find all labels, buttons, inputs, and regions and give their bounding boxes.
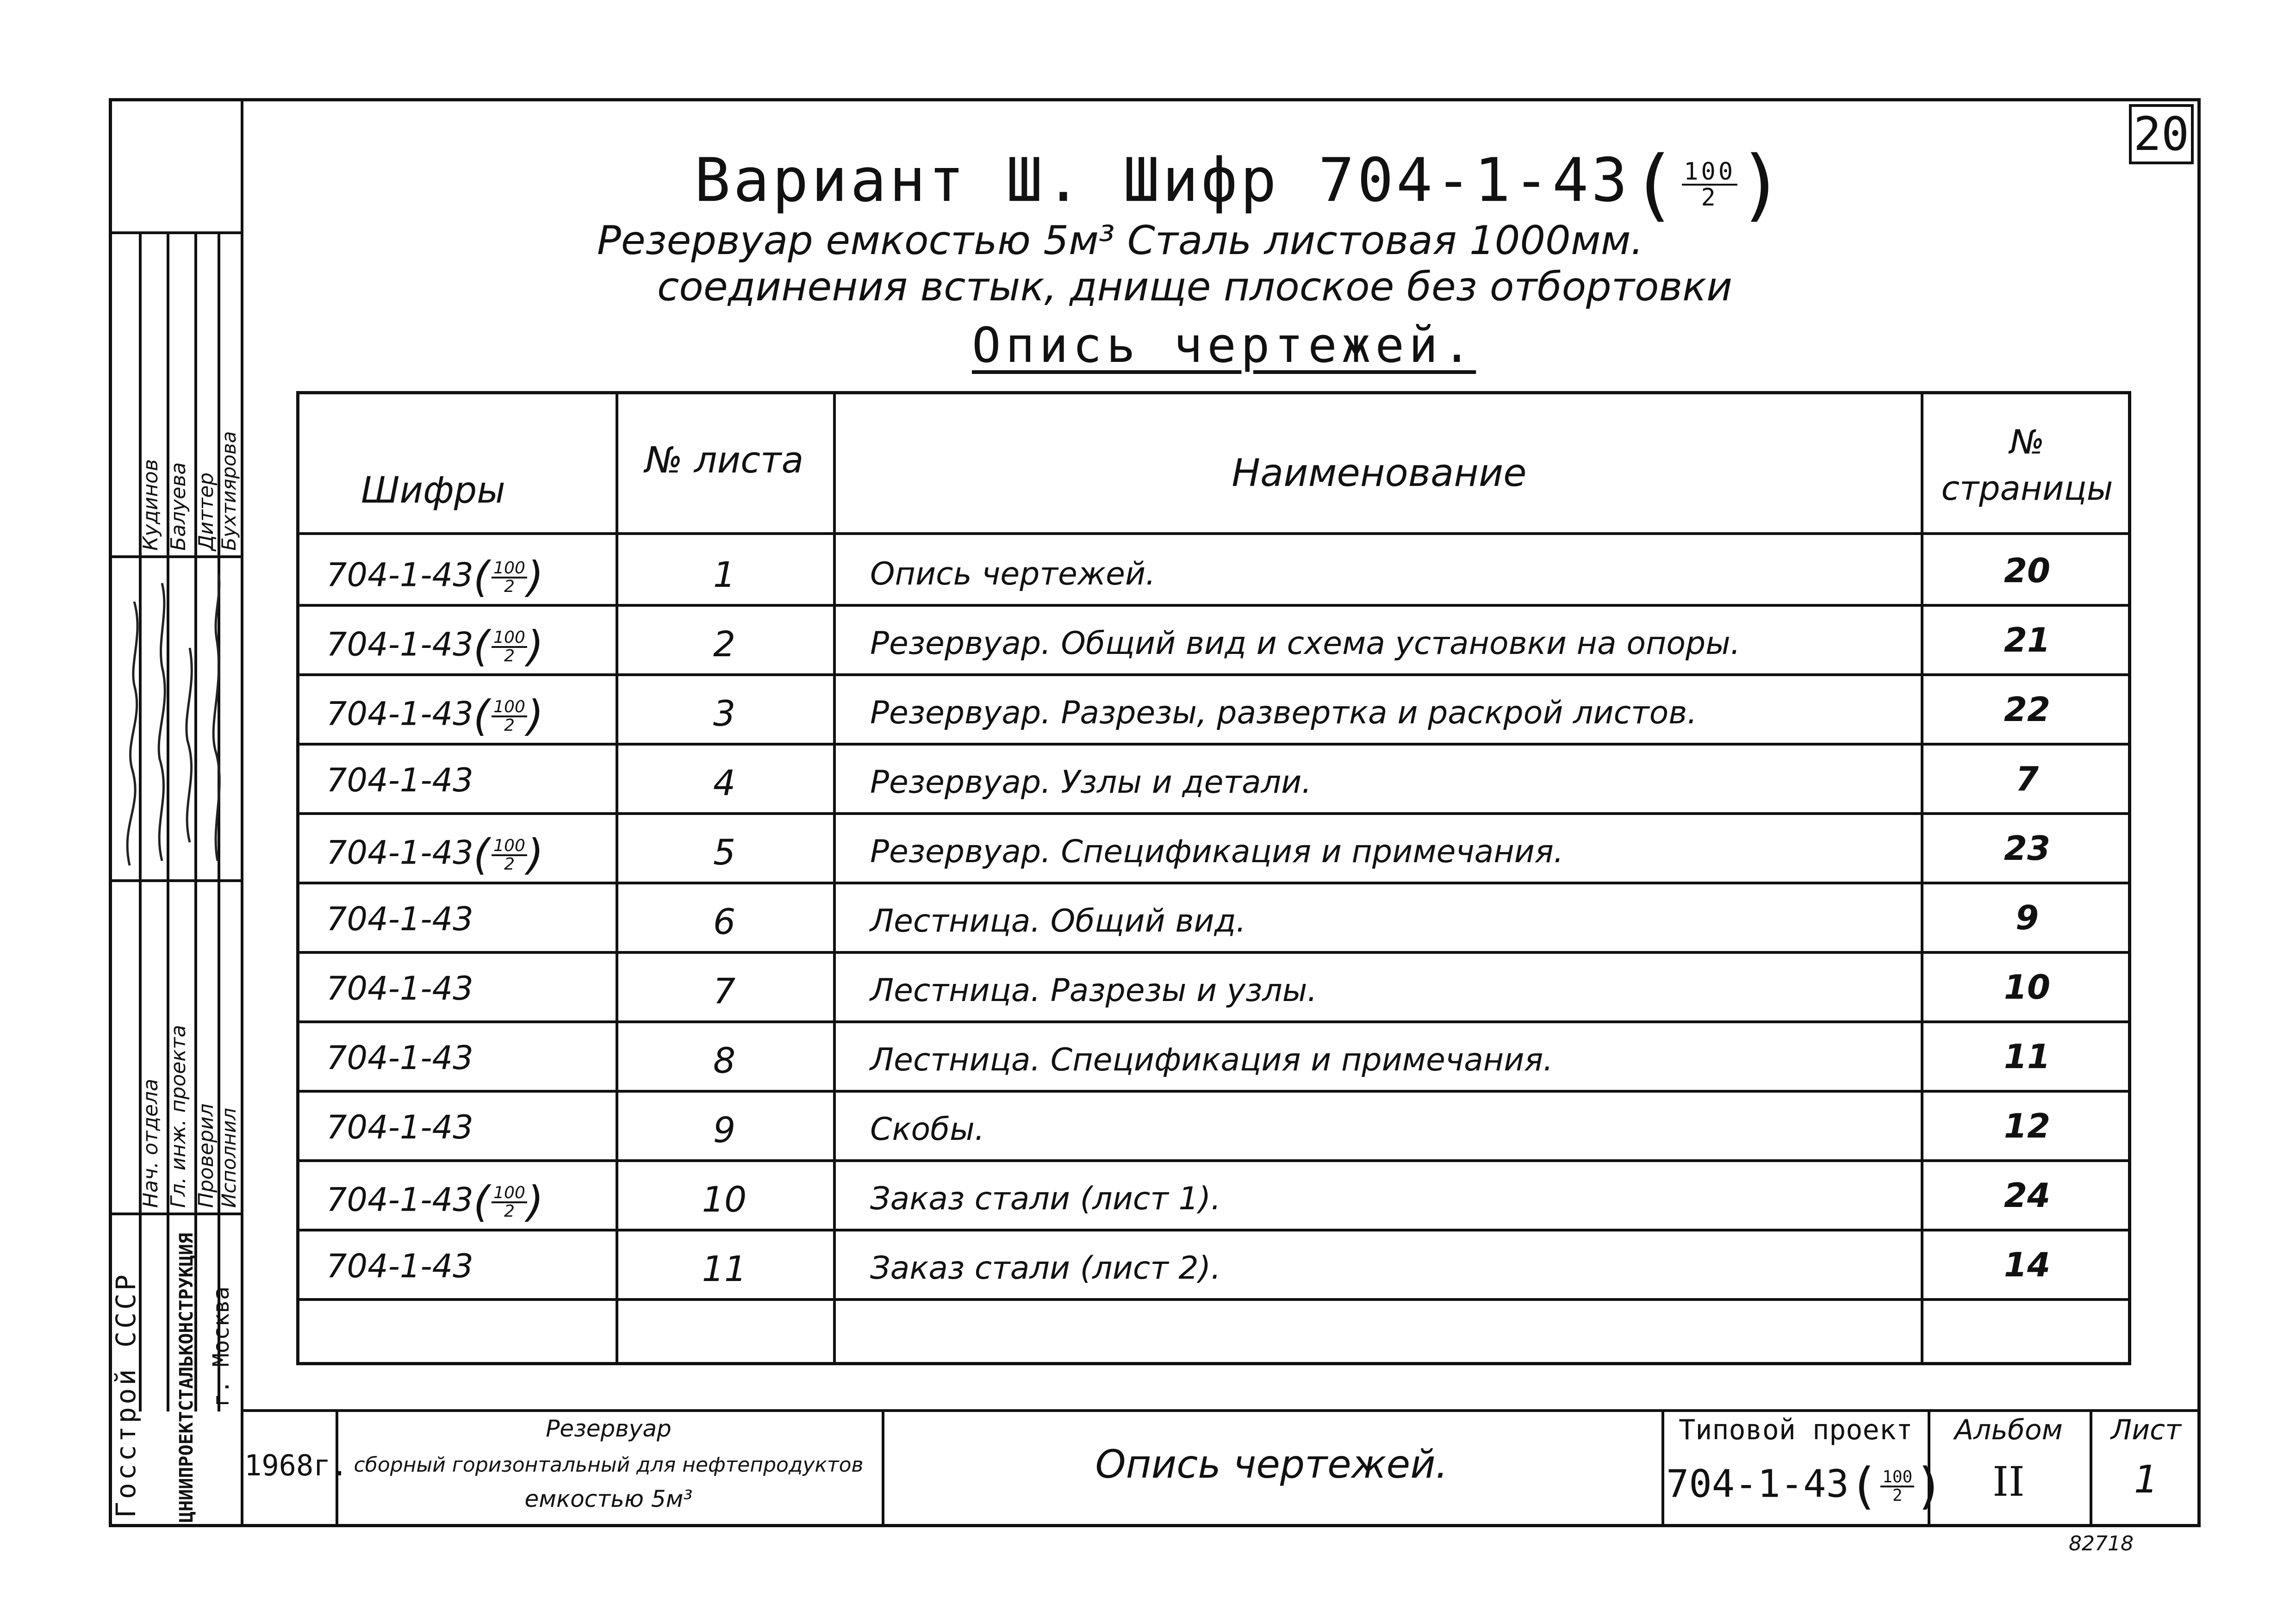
row-line (296, 1159, 2131, 1162)
title-fraction: $\frac{100}{2}$ (1682, 160, 1737, 210)
row-page-number: 20 (2004, 551, 2051, 590)
row-code: 704-1-43( $\frac{100}{2}$ ) (326, 1178, 544, 1226)
row-code: 704-1-43 (326, 970, 473, 1007)
tb-doc-name: Опись чертежей. (1095, 1442, 1448, 1487)
row-name: Резервуар. Общий вид и схема установки на опоры. (870, 625, 1741, 662)
subtitle-line-2: соединения встык, днище плоское без отбортовки (657, 264, 1733, 310)
row-line (296, 812, 2131, 815)
signatures-image (111, 565, 236, 870)
row-sheet-number: 8 (713, 1040, 736, 1081)
row-page-number: 21 (2004, 621, 2051, 659)
row-code-fraction: $\frac{100}{2}$ (492, 629, 527, 665)
row-code: 704-1-43( $\frac{100}{2}$ ) (326, 622, 544, 671)
tb-project-code: 704-1-43( $\frac{100}{2}$ ) (1666, 1458, 1944, 1515)
stamp-role-3: Проверил (194, 1103, 218, 1208)
stamp-role-2: Гл. инж. проекта (167, 1025, 190, 1208)
col-header-page: № страницы (1941, 423, 2113, 508)
row-code-fraction: $\frac{100}{2}$ (492, 699, 527, 734)
tb-sheet-label: Лист (2110, 1414, 2182, 1446)
row-line (296, 743, 2131, 746)
row-name: Резервуар. Разрезы, развертка и раскрой листов. (870, 695, 1697, 731)
col-line-1 (616, 391, 618, 1365)
tb-project-fraction: $\frac{100}{2}$ (1880, 1469, 1914, 1504)
row-sheet-number: 3 (713, 693, 736, 734)
row-page-number: 9 (2015, 898, 2039, 937)
stamp-line (109, 1213, 241, 1215)
row-line (296, 1298, 2131, 1301)
sheet-number: 20 (2133, 107, 2190, 161)
row-name: Лестница. Разрезы и узлы. (870, 972, 1318, 1009)
title-block-top (241, 1409, 2201, 1412)
title-variant: Ш (1006, 145, 1045, 216)
row-sheet-number: 6 (713, 901, 736, 942)
row-code: 704-1-43 (326, 1039, 473, 1077)
left-margin-line (241, 98, 243, 1527)
row-name: Заказ стали (лист 1). (870, 1181, 1221, 1217)
row-sheet-number: 10 (702, 1179, 747, 1220)
drawings-table (296, 391, 2131, 1365)
row-code-fraction: $\frac{100}{2}$ (492, 838, 527, 873)
stamp-line (109, 231, 241, 234)
tb-album-value: II (1992, 1458, 2025, 1505)
tb-object-line-1: Резервуар (546, 1415, 672, 1442)
org-line-2: ЦНИИПРОЕКТСТАЛЬКОНСТРУКЦИЯ (176, 1232, 197, 1523)
row-name: Резервуар. Узлы и детали. (870, 764, 1312, 801)
tb-year: 1968г. (244, 1449, 348, 1482)
footer-number: 82718 (2069, 1532, 2134, 1555)
stamp-line (109, 555, 241, 558)
stamp-line (109, 879, 241, 882)
row-sheet-number: 2 (713, 623, 736, 665)
stamp-role-4: Исполнил (218, 1107, 240, 1208)
stamp-name-3: Диттер (194, 472, 218, 551)
row-name: Скобы. (870, 1111, 985, 1148)
title-cipher-label: Шифр (1123, 145, 1280, 216)
stamp-name-4: Бухтиярова (218, 431, 240, 551)
row-code-fraction: $\frac{100}{2}$ (492, 1185, 527, 1220)
row-code: 704-1-43( $\frac{100}{2}$ ) (326, 831, 544, 879)
row-name: Заказ стали (лист 2). (870, 1250, 1221, 1287)
col-header-name: Наименование (1232, 451, 1527, 495)
row-name: Лестница. Спецификация и примечания. (870, 1042, 1553, 1078)
row-code: 704-1-43 (326, 1247, 473, 1285)
row-sheet-number: 9 (713, 1109, 736, 1150)
stamp-name-2: Балуева (167, 462, 190, 551)
row-name: Резервуар. Спецификация и примечания. (870, 833, 1564, 870)
row-sheet-number: 11 (702, 1248, 747, 1289)
header-title: Вариант Ш. Шифр 704-1-43( $\frac{100}{2}$ ) (694, 139, 1787, 230)
tb-album-label: Альбом (1954, 1414, 2063, 1446)
col-header-code: Шифры (361, 470, 505, 511)
row-code: 704-1-43 (326, 761, 473, 799)
org-line-1: Госстрой СССР (110, 1272, 142, 1518)
tb-object-line-3: емкостью 5м³ (524, 1486, 693, 1512)
row-code: 704-1-43 (326, 1108, 473, 1146)
title-cipher-code: 704-1-43 (1318, 145, 1630, 216)
col-line-2 (833, 391, 836, 1365)
tb-line (1661, 1409, 1664, 1527)
row-code: 704-1-43( $\frac{100}{2}$ ) (326, 553, 544, 602)
row-name: Лестница. Общий вид. (870, 903, 1246, 939)
row-page-number: 23 (2004, 829, 2051, 868)
tb-line (2090, 1409, 2092, 1527)
title-prefix: Вариант (694, 145, 967, 216)
tb-sheet-value: 1 (2134, 1458, 2159, 1502)
row-page-number: 22 (2004, 690, 2051, 729)
row-code: 704-1-43 (326, 900, 473, 938)
sheet-number-box (2129, 104, 2194, 164)
doc-title: Опись чертежей. (972, 317, 1476, 373)
row-line (296, 1229, 2131, 1231)
row-line (296, 1090, 2131, 1093)
row-page-number: 12 (2004, 1107, 2051, 1145)
row-line (296, 673, 2131, 676)
row-sheet-number: 4 (713, 762, 736, 803)
org-line-3: г. Москва (208, 1286, 234, 1407)
subtitle-line-1: Резервуар емкостью 5м³ Сталь листовая 1000мм. (597, 218, 1643, 264)
row-page-number: 14 (2004, 1245, 2051, 1284)
col-line-3 (1921, 391, 1923, 1365)
header-row-line (296, 532, 2131, 535)
row-line (296, 1020, 2131, 1023)
row-line (296, 882, 2131, 884)
row-line (296, 951, 2131, 954)
row-sheet-number: 1 (713, 554, 736, 595)
row-name: Опись чертежей. (870, 556, 1156, 592)
row-sheet-number: 7 (713, 970, 736, 1012)
tb-project-label: Типовой проект (1679, 1414, 1913, 1446)
stamp-role-1: Нач. отдела (139, 1078, 162, 1208)
row-line (296, 604, 2131, 607)
row-page-number: 11 (2004, 1037, 2051, 1076)
row-code: 704-1-43( $\frac{100}{2}$ ) (326, 692, 544, 740)
row-code-fraction: $\frac{100}{2}$ (492, 560, 527, 595)
stamp-name-1: Кудинов (139, 459, 162, 551)
tb-object-line-2: сборный горизонтальный для нефтепродуктов (354, 1453, 864, 1477)
row-page-number: 24 (2004, 1176, 2051, 1215)
row-page-number: 10 (2004, 968, 2051, 1007)
col-header-sheet: № листа (645, 440, 804, 481)
tb-project-code-text: 704-1-43 (1666, 1462, 1849, 1506)
row-sheet-number: 5 (713, 832, 736, 873)
tb-line (882, 1409, 884, 1527)
row-page-number: 7 (2015, 759, 2039, 798)
